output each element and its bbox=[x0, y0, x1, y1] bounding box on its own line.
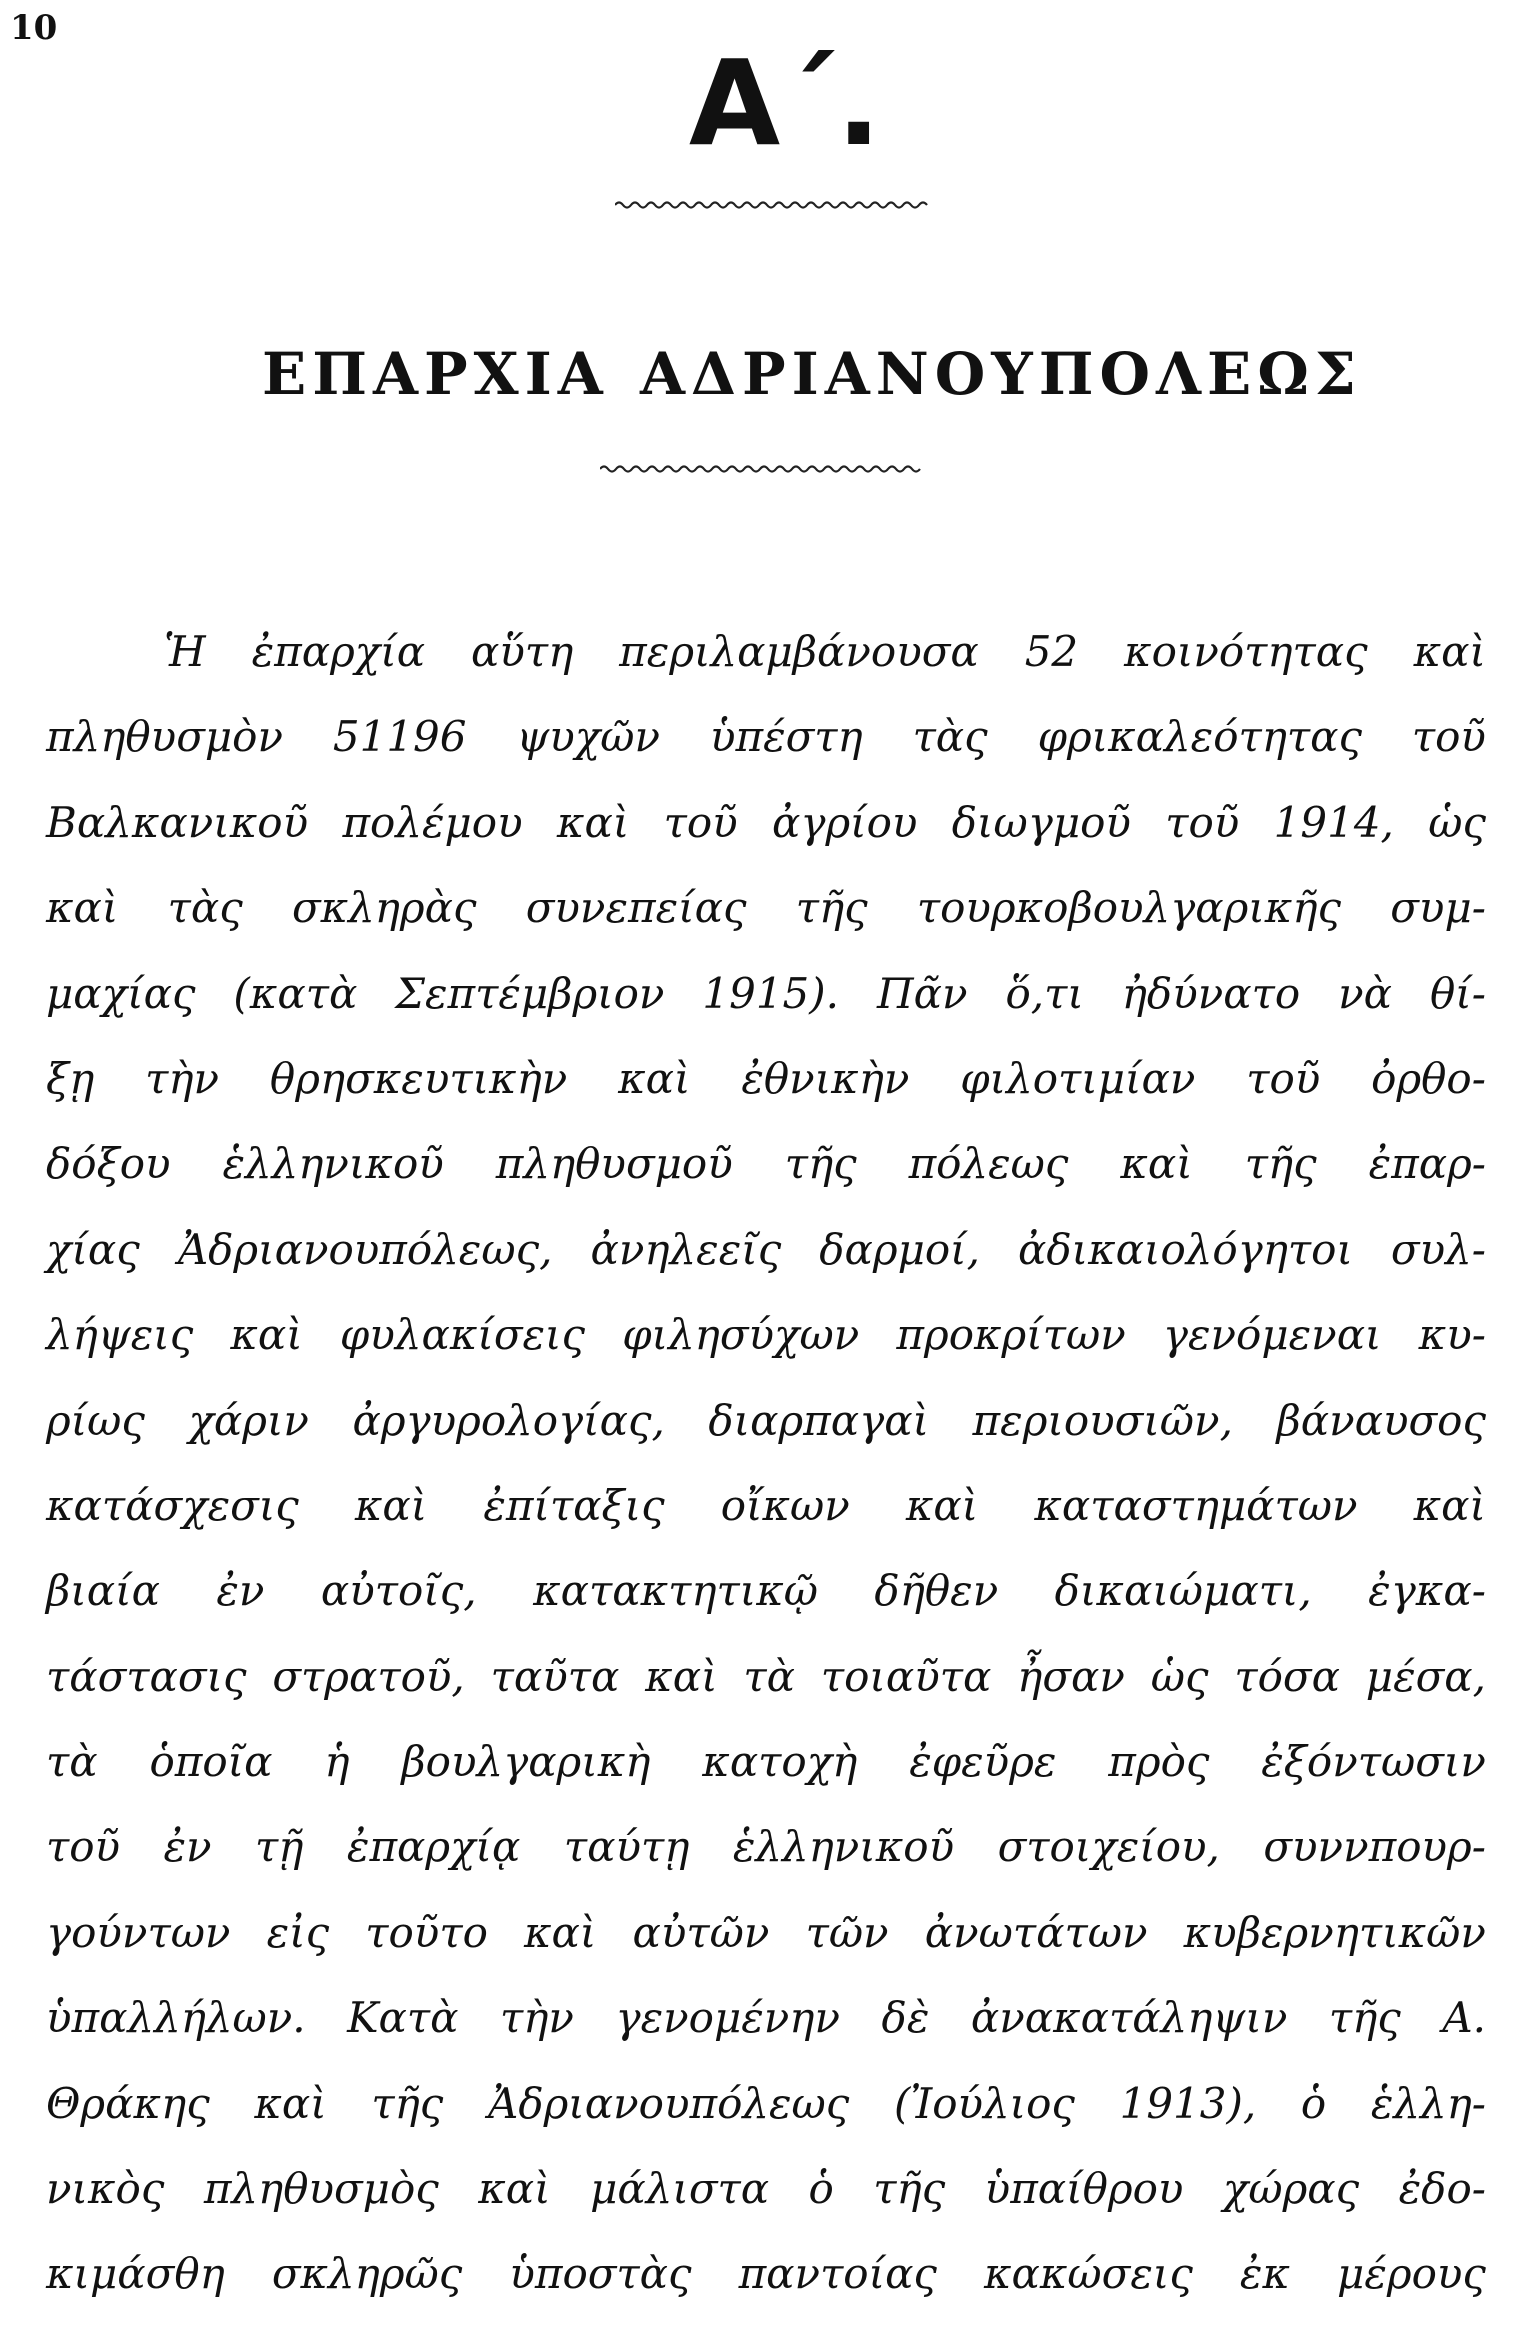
body-word: χάριν bbox=[188, 1395, 309, 1445]
body-word: τῆς bbox=[371, 2078, 444, 2128]
body-word: ἀδικαιολόγητοι bbox=[1017, 1224, 1353, 1274]
body-word: προκρίτων bbox=[896, 1310, 1126, 1360]
body-word: συλ- bbox=[1390, 1224, 1486, 1274]
body-word: πληθυσμὸν bbox=[46, 712, 283, 762]
body-word: τουρκοβουλγαρικῆς bbox=[916, 883, 1342, 933]
body-word: φιλησύχων bbox=[622, 1310, 860, 1360]
body-word: τὰ bbox=[743, 1651, 795, 1701]
chapter-letter: Α΄. bbox=[688, 34, 884, 172]
body-word: μαχίας bbox=[46, 968, 196, 1018]
body-line bbox=[46, 1732, 1486, 1792]
body-word: δῆθεν bbox=[874, 1566, 999, 1616]
body-word: ὁποῖα bbox=[149, 1737, 273, 1787]
body-line bbox=[46, 1647, 1486, 1707]
body-word: βιαία bbox=[46, 1566, 160, 1616]
body-word: νικὸς bbox=[46, 2164, 165, 2214]
body-word: ρίως bbox=[46, 1395, 145, 1445]
body-word: καὶ bbox=[478, 2164, 551, 2214]
body-word: Θράκης bbox=[46, 2078, 210, 2128]
body-word: δόξου bbox=[46, 1139, 171, 1189]
body-word: κατοχὴ bbox=[702, 1737, 858, 1787]
body-word: κυβερνητικῶν bbox=[1183, 1907, 1486, 1957]
body-word: ὑπαλλήλων. bbox=[46, 1993, 306, 2043]
body-word: ὁ bbox=[808, 2164, 834, 2214]
body-word: Ἀδριανουπόλεως, bbox=[177, 1224, 553, 1274]
body-word: θρησκευτικὴν bbox=[269, 1053, 568, 1103]
wavy-rule-top-line bbox=[615, 203, 927, 208]
body-word: τοῦ bbox=[46, 1822, 121, 1872]
body-line bbox=[46, 2159, 1486, 2219]
body-word: συννπουρ- bbox=[1263, 1822, 1486, 1872]
body-word: ταῦτα bbox=[490, 1651, 620, 1701]
body-word: 51196 bbox=[332, 712, 467, 762]
body-word: καταστημάτων bbox=[1034, 1480, 1358, 1530]
body-word: ἐπίταξις bbox=[483, 1480, 665, 1530]
body-word: ἀνακατάληψιν bbox=[970, 1993, 1288, 2043]
body-line bbox=[46, 1561, 1486, 1621]
body-line bbox=[46, 878, 1486, 938]
body-word: καὶ bbox=[1413, 627, 1486, 676]
body-word: φιλοτιμίαν bbox=[960, 1053, 1196, 1103]
body-word: (Ἰούλιος bbox=[893, 2078, 1075, 2128]
body-word: πολέμου bbox=[342, 797, 523, 847]
body-word: κατάσχεσις bbox=[46, 1480, 299, 1530]
wavy-rule-bottom bbox=[600, 462, 924, 476]
body-word: ἐπαρχίᾳ bbox=[346, 1822, 521, 1872]
body-word: μέρους bbox=[1337, 2249, 1486, 2299]
body-word: τὰς bbox=[167, 883, 243, 933]
body-word: χώρας bbox=[1222, 2164, 1360, 2214]
body-word: τάστασις bbox=[46, 1651, 247, 1701]
body-word: ἐν bbox=[163, 1822, 212, 1872]
body-word: 1914, bbox=[1273, 797, 1394, 847]
heading-word-eparchia: ΕΠΑΡΧΙΑ bbox=[262, 340, 609, 408]
body-word: βουλγαρικὴ bbox=[401, 1737, 651, 1787]
body-word: πρὸς bbox=[1108, 1737, 1210, 1787]
body-word: τοῦ bbox=[1411, 712, 1486, 762]
body-word: πόλεως bbox=[908, 1139, 1069, 1189]
body-word: Α. bbox=[1442, 1993, 1486, 2043]
body-word: περιουσιῶν, bbox=[972, 1395, 1233, 1445]
body-word: χίας bbox=[46, 1224, 140, 1274]
body-line bbox=[46, 2244, 1486, 2304]
body-word: νὰ bbox=[1338, 968, 1393, 1018]
body-word: ἀργυρολογίας, bbox=[352, 1395, 665, 1445]
body-word: οἴκων bbox=[720, 1480, 850, 1530]
body-word: τῇ bbox=[255, 1822, 304, 1872]
body-word: (κατὰ bbox=[233, 968, 358, 1018]
body-word: ὡς bbox=[1150, 1651, 1209, 1701]
body-word: ἐγκα- bbox=[1368, 1566, 1486, 1616]
body-word: καὶ bbox=[254, 2078, 327, 2128]
body-word: κατακτητικῷ bbox=[533, 1566, 818, 1616]
body-line bbox=[46, 2074, 1486, 2134]
body-word: δαρμοί, bbox=[819, 1224, 980, 1274]
body-line bbox=[46, 622, 1486, 682]
body-word: ὀρθο- bbox=[1371, 1053, 1486, 1103]
body-word: διαρπαγαὶ bbox=[708, 1395, 930, 1445]
body-line bbox=[46, 707, 1486, 767]
body-word: κιμάσθη bbox=[46, 2249, 225, 2299]
body-word: ἐπαρ- bbox=[1368, 1139, 1486, 1189]
body-word: 52 bbox=[1024, 627, 1079, 676]
body-word: ἦσαν bbox=[1017, 1651, 1125, 1701]
body-word: τὰς bbox=[912, 712, 988, 762]
body-word: Βαλκανικοῦ bbox=[46, 797, 309, 847]
body-word: τὰ bbox=[46, 1737, 98, 1787]
body-word: Ἡ bbox=[164, 627, 206, 676]
body-word: ἐκ bbox=[1239, 2249, 1291, 2299]
body-word: τῆς bbox=[873, 2164, 946, 2214]
body-word: καὶ bbox=[645, 1651, 718, 1701]
body-word: καὶ bbox=[1413, 1480, 1486, 1530]
body-word: παντοίας bbox=[738, 2249, 937, 2299]
body-word: γενομένην bbox=[615, 1993, 841, 2043]
body-word: σκληρῶς bbox=[271, 2249, 463, 2299]
body-word: διωγμοῦ bbox=[951, 797, 1131, 847]
body-word: τὴν bbox=[145, 1053, 220, 1103]
body-word: στοιχείου, bbox=[997, 1822, 1220, 1872]
body-word: τοῦ bbox=[663, 797, 738, 847]
body-word: Σεπτέμβριον bbox=[395, 968, 665, 1018]
heading-word-adrianoupoleos: ΑΔΡΙΑΝΟΥΠΟΛΕΩΣ bbox=[640, 340, 1362, 408]
body-line bbox=[46, 1988, 1486, 2048]
body-word: καὶ bbox=[230, 1310, 303, 1360]
body-word: ἑλλη- bbox=[1370, 2078, 1486, 2128]
body-word: τῆς bbox=[795, 883, 868, 933]
body-line bbox=[46, 1049, 1486, 1109]
body-paragraph bbox=[46, 622, 1486, 2330]
body-line bbox=[46, 1476, 1486, 1536]
body-word: φρικαλεότητας bbox=[1037, 712, 1362, 762]
body-word: καὶ bbox=[46, 883, 119, 933]
body-word: μέσα, bbox=[1365, 1651, 1486, 1701]
body-word: ἑλληνικοῦ bbox=[222, 1139, 444, 1189]
body-word: ἐν bbox=[216, 1566, 265, 1616]
body-word: τῆς bbox=[1244, 1139, 1317, 1189]
body-word: ὑπαίθρου bbox=[984, 2164, 1184, 2214]
body-word: τὴν bbox=[500, 1993, 574, 2043]
body-word: κακώσεις bbox=[983, 2249, 1193, 2299]
body-line bbox=[46, 1903, 1486, 1963]
body-word: τῆς bbox=[1328, 1993, 1401, 2043]
wavy-rule-top bbox=[615, 198, 929, 212]
body-word: ἐξόντωσιν bbox=[1261, 1737, 1486, 1787]
body-word: σκληρὰς bbox=[291, 883, 477, 933]
body-word: καὶ bbox=[354, 1480, 428, 1530]
body-word: αὕτη bbox=[470, 627, 574, 676]
body-word: τῶν bbox=[805, 1907, 889, 1957]
section-heading bbox=[262, 336, 1362, 412]
body-word: στρατοῦ, bbox=[272, 1651, 465, 1701]
body-word: τῆς bbox=[784, 1139, 857, 1189]
body-word: ἀνηλεεῖς bbox=[590, 1224, 782, 1274]
body-word: αὐτῶν bbox=[632, 1907, 770, 1957]
body-word: ἐπαρχία bbox=[251, 627, 426, 676]
body-word: 1913), bbox=[1119, 2078, 1257, 2128]
body-word: καὶ bbox=[905, 1480, 979, 1530]
body-word: περιλαμβάνουσα bbox=[619, 627, 979, 676]
body-word: κυ- bbox=[1418, 1310, 1486, 1360]
body-line bbox=[46, 1134, 1486, 1194]
body-word: καὶ bbox=[524, 1907, 597, 1957]
body-word: γενόμεναι bbox=[1162, 1310, 1382, 1360]
body-word: θί- bbox=[1429, 968, 1486, 1018]
wavy-rule-bottom-line bbox=[600, 467, 920, 472]
body-word: καὶ bbox=[618, 1053, 691, 1103]
body-word: τοῦ bbox=[1165, 797, 1240, 847]
body-word: ὅ,τι bbox=[1005, 968, 1084, 1018]
body-word: ἐθνικὴν bbox=[741, 1053, 910, 1103]
body-word: 1915). bbox=[702, 968, 840, 1018]
body-word: συνεπείας bbox=[525, 883, 747, 933]
body-word: κοινότητας bbox=[1124, 627, 1368, 676]
body-word: καὶ bbox=[1120, 1139, 1193, 1189]
body-line bbox=[46, 1220, 1486, 1280]
body-word: ψυχῶν bbox=[516, 712, 661, 762]
body-word: ὁ bbox=[1300, 2078, 1327, 2128]
body-word: μάλιστα bbox=[590, 2164, 770, 2214]
body-word: ὑποστὰς bbox=[509, 2249, 692, 2299]
body-word: καὶ bbox=[556, 797, 630, 847]
body-word: τοῦτο bbox=[365, 1907, 488, 1957]
body-word: ξῃ bbox=[46, 1053, 95, 1103]
body-line bbox=[46, 1391, 1486, 1451]
body-word: συμ- bbox=[1390, 883, 1486, 933]
body-line bbox=[46, 1817, 1486, 1877]
body-word: ὡς bbox=[1428, 797, 1486, 847]
body-line bbox=[46, 964, 1486, 1024]
body-word: βάναυσος bbox=[1276, 1395, 1486, 1445]
body-line bbox=[46, 1305, 1486, 1365]
body-word: ἀγρίου bbox=[771, 797, 918, 847]
body-word: πληθυσμὸς bbox=[203, 2164, 439, 2214]
body-word: Ἀδριανουπόλεως bbox=[487, 2078, 850, 2128]
body-word: πληθυσμοῦ bbox=[495, 1139, 733, 1189]
body-word: ὑπέστη bbox=[709, 712, 863, 762]
body-word: ἡ bbox=[324, 1737, 350, 1787]
body-word: δὲ bbox=[881, 1993, 930, 2043]
body-word: ἀνωτάτων bbox=[924, 1907, 1148, 1957]
body-word: τόσα bbox=[1234, 1651, 1340, 1701]
body-word: ταύτῃ bbox=[563, 1822, 690, 1872]
body-word: λήψεις bbox=[46, 1310, 194, 1360]
body-word: αὐτοῖς, bbox=[320, 1566, 477, 1616]
body-word: δικαιώματι, bbox=[1054, 1566, 1312, 1616]
body-word: γούντων bbox=[46, 1907, 231, 1957]
body-word: ἐφεῦρε bbox=[909, 1737, 1057, 1787]
body-word: Κατὰ bbox=[347, 1993, 459, 2043]
body-word: ἑλληνικοῦ bbox=[732, 1822, 955, 1872]
body-word: τοιαῦτα bbox=[820, 1651, 992, 1701]
body-word: τοῦ bbox=[1246, 1053, 1321, 1103]
body-word: ἐδο- bbox=[1398, 2164, 1486, 2214]
page-number: 10 bbox=[10, 8, 58, 48]
body-word: εἰς bbox=[266, 1907, 330, 1957]
body-word: ἠδύνατο bbox=[1121, 968, 1301, 1018]
body-word: φυλακίσεις bbox=[339, 1310, 586, 1360]
body-line bbox=[46, 793, 1486, 853]
body-word: Πᾶν bbox=[876, 968, 968, 1018]
